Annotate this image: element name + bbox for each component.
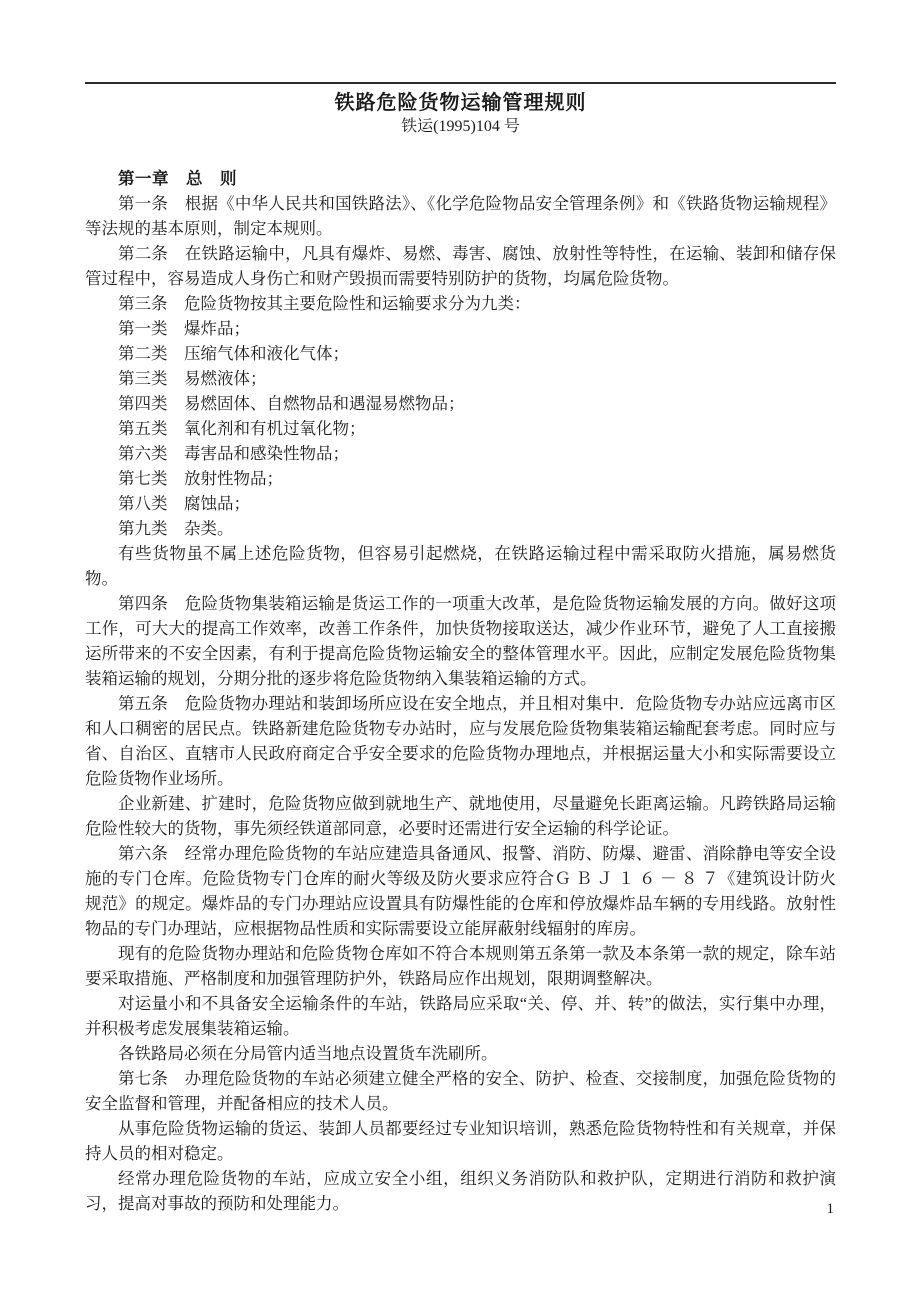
paragraph: 现有的危险货物办理站和危险货物仓库如不符合本规则第五条第一款及本条第一款的规定，除车站要采取措施、严格制度和加强管理防护外，铁路局应作出规划，限期调整解决。 xyxy=(85,944,836,988)
header-rule xyxy=(85,82,836,84)
paragraph: 有些货物虽不属上述危险货物，但容易引起燃烧，在铁路运输过程中需采取防火措施，属易燃货物。 xyxy=(85,544,836,588)
paragraph: 第六条 经常办理危险货物的车站应建造具备通风、报警、消防、防爆、避雷、消除静电等安全设施的专门仓库。危险货物专门仓库的耐火等级及防火要求应符合Ｇ Ｂ Ｊ １ ６ － ８ ７《建筑设计防火规范》的规定。爆炸品的专门办理站应设置具有防爆性能的仓库和停放爆炸品车辆的专用线路。放射性物品的专门办理站，应根据物品性质和实际需要设立能屏蔽射线辐射的库房。 xyxy=(85,844,836,938)
paragraph: 第七条 办理危险货物的车站必须建立健全严格的安全、防护、检查、交接制度，加强危险货物的安全监督和管理，并配备相应的技术人员。 xyxy=(85,1069,836,1113)
paragraph: 第五类 氧化剂和有机过氧化物； xyxy=(118,419,366,438)
document-content xyxy=(85,90,836,1216)
paragraph: 第二条 在铁路运输中，凡具有爆炸、易燃、毒害、腐蚀、放射性等特性，在运输、装卸和储存保管过程中，容易造成人身伤亡和财产毁损而需要特别防护的货物，均属危险货物。 xyxy=(85,244,836,288)
paragraph: 第一条 根据《中华人民共和国铁路法》、《化学危险物品安全管理条例》和《铁路货物运输规程》等法规的基本原则，制定本规则。 xyxy=(85,194,836,238)
paragraph: 第六类 毒害品和感染性物品； xyxy=(118,444,349,463)
paragraph: 各铁路局必须在分局管内适当地点设置货车洗刷所。 xyxy=(118,1044,498,1063)
paragraph: 第一类 爆炸品； xyxy=(118,319,250,338)
paragraph: 企业新建、扩建时，危险货物应做到就地生产、就地使用，尽量避免长距离运输。凡跨铁路局运输危险性较大的货物，事先须经铁道部同意，必要时还需进行安全运输的科学论证。 xyxy=(85,794,836,838)
paragraph: 对运量小和不具备安全运输条件的车站，铁路局应采取“关、停、并、转”的做法，实行集中办理，并积极考虑发展集装箱运输。 xyxy=(85,994,836,1038)
page-number: 1 xyxy=(826,1201,834,1217)
paragraph: 第四条 危险货物集装箱运输是货运工作的一项重大改革，是危险货物运输发展的方向。做好这项工作，可大大的提高工作效率，改善工作条件，加快货物接取送达，减少作业环节，避免了人工直接搬运所带来的不安全因素，有利于提高危险货物运输安全的整体管理水平。因此，应制定发展危险货物集装箱运输的规划，分期分批的逐步将危险货物纳入集装箱运输的方式。 xyxy=(85,594,836,688)
paragraph: 第四类 易燃固体、自燃物品和遇湿易燃物品； xyxy=(118,394,465,413)
paragraph: 第七类 放射性物品； xyxy=(118,469,283,488)
document-body xyxy=(85,191,836,1216)
paragraph: 第八类 腐蚀品； xyxy=(118,494,250,513)
paragraph: 第九类 杂类。 xyxy=(118,519,234,538)
paragraph: 第五条 危险货物办理站和装卸场所应设在安全地点，并且相对集中．危险货物专办站应远离市区和人口稠密的居民点。铁路新建危险货物专办站时，应与发展危险货物集装箱运输配套考虑。同时应与省、自治区、直辖市人民政府商定合乎安全要求的危险货物办理地点，并根据运量大小和实际需要设立危险货物作业场所。 xyxy=(85,694,836,788)
paragraph: 经常办理危险货物的车站，应成立安全小组，组织义务消防队和救护队，定期进行消防和救护演习，提高对事故的预防和处理能力。 xyxy=(85,1169,836,1213)
paragraph: 从事危险货物运输的货运、装卸人员都要经过专业知识培训，熟悉危险货物特性和有关规章，并保持人员的相对稳定。 xyxy=(85,1119,836,1163)
paragraph: 第三类 易燃液体； xyxy=(118,369,267,388)
paragraph: 第二类 压缩气体和液化气体； xyxy=(118,344,349,363)
document-title: 铁路危险货物运输管理规则 xyxy=(334,92,587,114)
chapter-heading: 第一章 总 则 xyxy=(118,169,237,188)
paragraph: 第三条 危险货物按其主要危险性和运输要求分为九类： xyxy=(118,294,531,313)
document-number: 铁运(1995)104 号 xyxy=(401,118,520,135)
